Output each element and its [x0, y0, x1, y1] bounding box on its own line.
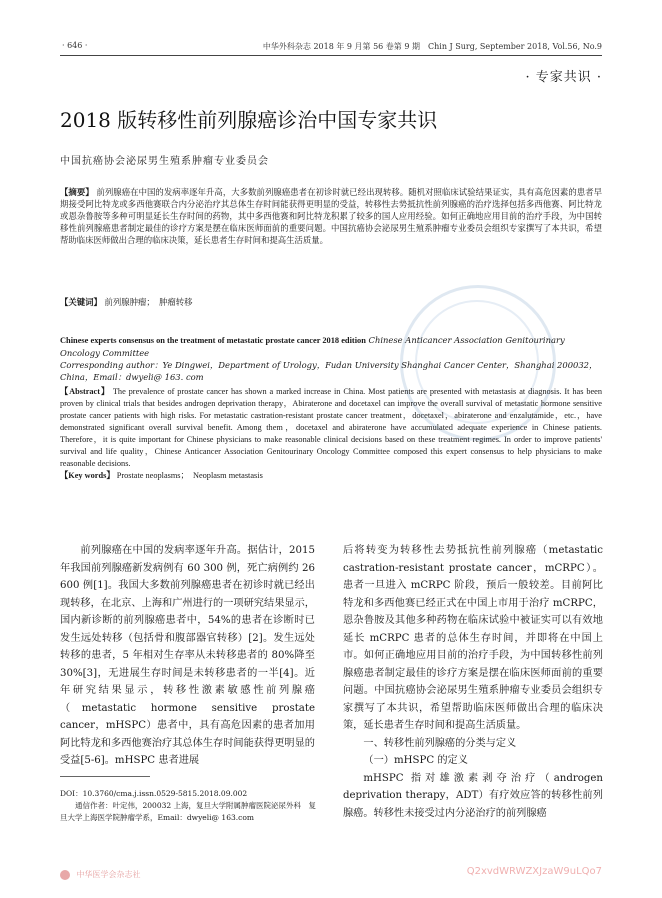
footer-code: Q2xvdWRWZXJzaW9uLQo7	[466, 866, 602, 877]
section-heading-1: 一、转移性前列腺癌的分类与定义	[363, 737, 517, 749]
body-paragraph: mHSPC 指对雄激素剥夺治疗（androgen deprivation therapy，ADT）有疗效应答的转移性前列腺癌。转移性未接受过内分泌治疗的前列腺癌	[343, 772, 603, 819]
page-number: · 646 ·	[62, 41, 88, 50]
doi: DOI：10.3760/cma.j.issn.0529-5815.2018.09.002	[60, 789, 248, 798]
english-affiliation: Chinese Anticancer Association Genitourinary Oncology Committee	[60, 335, 565, 358]
keywords-cn-text: 前列腺肿瘤； 肿瘤转移	[104, 297, 193, 307]
footnote	[60, 788, 320, 824]
header-rule	[60, 55, 602, 56]
corresponding-author: Corresponding author：Ye Dingwei，Department of Urology，Fudan University Shanghai Cancer Center，Shanghai 200032，China，Email：dwyeli@ 163. com	[60, 360, 598, 382]
paper-title: 2018 版转移性前列腺癌诊治中国专家共识	[60, 108, 438, 132]
abstract-cn	[60, 186, 602, 246]
journal-header: 中华外科杂志 2018 年 9 月第 56 卷第 9 期 Chin J Surg, September 2018, Vol.56, No.9	[262, 42, 602, 51]
abstract-en-text: The prevalence of prostate cancer has shown a marked increase in China. Most patients are presented with metastasis at diagnosis. It has been proven by clinical trials that besides androgen deprivation therapy，Abiraterone and docetaxel can improve the overall survival of metastatic hormone sensitive prostate cancer patients with high risks. For metastatic castration-resistant prostate cancer treatment，docetaxel，abiraterone and enzalutamide，etc.，have demonstrated significant overall survival benefit. Among them，docetaxel and abiraterone have accumulated adequate experience in Chinese patients. Therefore，it is quite important for Chinese physicians to make reasonable clinical decisions based on these treatment regimes. In order to improve patients' survival and life quality，Chinese Anticancer Association Genitourinary Oncology Committee composed this expert consensus to help physicians to make reasonable decisions.	[60, 387, 602, 468]
abstract-cn-label: 【摘要】	[60, 187, 94, 197]
publisher-logo-icon	[60, 870, 70, 880]
section-label: · 专家共识 ·	[525, 70, 602, 85]
english-heading	[60, 334, 602, 383]
abstract-cn-text: 前列腺癌在中国的发病率逐年升高，大多数前列腺癌患者在初诊时就已经出现转移。随机对照临床试验结果证实，具有高危因素的患者早期接受阿比特龙或多西他赛联合内分泌治疗其总体生存时间能获得更明显的受益，转移性去势抵抗性前列腺癌的治疗选择包括多西他赛、阿比特龙或恩杂鲁胺等多种可明显延长生存时间的药物，其中多西他赛和阿比特龙积累了较多的国人应用经验。如何正确地应用目前的治疗手段，为中国转移性前列腺癌患者制定最佳的诊疗方案是摆在临床医师面前的重要问题。中国抗癌协会泌尿男生殖系肿瘤专业委员会组织专家撰写了本共识，希望帮助临床医师做出合理的临床决策，延长患者生存时间和提高生活质量。	[60, 187, 603, 245]
abstract-en-label: 【Abstract】	[60, 387, 110, 396]
keywords-en-label: 【Key words】	[60, 471, 115, 480]
body-right-column	[343, 542, 603, 822]
abstract-en	[60, 386, 602, 482]
body-paragraph: 前列腺癌在中国的发病率逐年升高。据估计，2015 年我国前列腺癌新发病例有 60 300 例，死亡病例约 26 600 例[1]。我国大多数前列腺癌患者在初诊时就已经出现转移，在北京、上海和广州进行的一项研究结果显示，国内新诊断的前列腺癌患者中，54%的患者在诊断时已发生远处转移（包括骨和腹部器官转移）[2]。发生远处转移的患者，5 年相对生存率从未转移患者的 80%降至 30%[3]，无进展生存时间是未转移患者的一半[4]。近年研究结果显示，转移性激素敏感性前列腺癌（metastatic hormone sensitive prostate cancer，mHSPC）患者中，具有高危因素的患者加用阿比特龙和多西他赛治疗其总体生存时间能获得更明显的受益[5-6]。mHSPC 患者进展	[60, 545, 315, 766]
footer-publisher	[60, 869, 141, 880]
keywords-cn	[60, 296, 192, 308]
section-heading-2: （一）mHSPC 的定义	[363, 755, 468, 766]
english-title: Chinese experts consensus on the treatment of metastatic prostate cancer 2018 edition	[60, 336, 366, 345]
body-paragraph: 后将转变为转移性去势抵抗性前列腺癌（metastatic castration-resistant prostate cancer，mCRPC）。患者一旦进入 mCRPC 阶段，预后一般较差。目前阿比特龙和多西他赛已经正式在中国上市用于治疗 mCRPC，恩杂鲁胺及其他多种药物在临床试验中被证实可以有效地延长 mCRPC 患者的总体生存时间，并即将在中国上市。如何正确地应用目前的治疗手段，为中国转移性前列腺癌患者制定最佳的诊疗方案是摆在临床医师面前的重要问题。中国抗癌协会泌尿男生殖系肿瘤专业委员会组织专家撰写了本共识，希望帮助临床医师做出合理的临床决策，延长患者生存时间和提高生活质量。	[343, 545, 603, 731]
keywords-en-text: Prostate neoplasms； Neoplasm metastasis	[116, 471, 263, 480]
author-organization: 中国抗癌协会泌尿男生殖系肿瘤专业委员会	[60, 156, 269, 167]
corresponding-author-note: 通信作者：叶定伟，200032 上海，复旦大学附属肿瘤医院泌尿外科 复旦大学上海医学院肿瘤学系，Email：dwyeli@ 163.com	[60, 801, 317, 822]
footer-publisher-text: 中华医学会杂志社	[76, 870, 141, 879]
body-left-column	[60, 542, 315, 770]
keywords-cn-label: 【关键词】	[60, 297, 102, 307]
footnote-rule	[60, 776, 150, 777]
